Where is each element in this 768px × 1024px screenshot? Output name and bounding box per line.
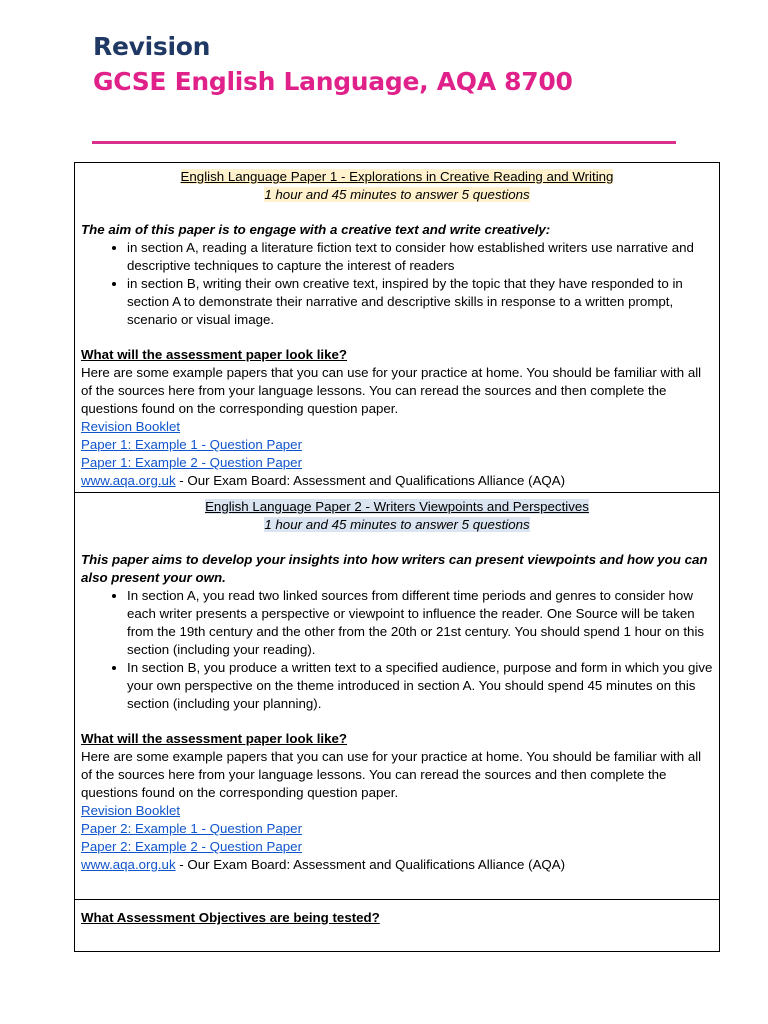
paper2-duration: 1 hour and 45 minutes to answer 5 questions	[264, 517, 530, 532]
paper1-example2-link[interactable]: Paper 1: Example 2 - Question Paper	[81, 455, 302, 470]
objectives-section	[74, 899, 720, 952]
divider-rule	[92, 141, 676, 144]
page-subtitle: GCSE English Language, AQA 8700	[93, 67, 573, 96]
paper2-heading-wrap	[81, 498, 713, 516]
paper2-question-heading: What will the assessment paper look like?	[81, 731, 348, 746]
paper2-aqa-link[interactable]: www.aqa.org.uk	[81, 857, 176, 872]
paper2-duration-wrap	[81, 516, 713, 534]
paper1-revision-booklet-link[interactable]: Revision Booklet	[81, 419, 181, 434]
objectives-heading: What Assessment Objectives are being tested?	[81, 910, 380, 925]
paper1-intro: Here are some example papers that you can use for your practice at home. You should be familiar with all of the sources here from your language lessons. You can reread the sources and then complete the questions found on the corresponding question paper.	[81, 365, 702, 416]
paper1-example1-link[interactable]: Paper 1: Example 1 - Question Paper	[81, 437, 302, 452]
list-item: • in section B, writing their own creative text, inspired by the topic that they have responded to in section A to demonstrate their narrative and descriptive skills in response to a written prompt, scenario or visual image.	[127, 275, 713, 329]
paper2-aim: This paper aims to develop your insights into how writers can present viewpoints and how you can also present your own.	[81, 552, 708, 585]
list-item: • in section A, reading a literature fiction text to consider how established writers use narrative and descriptive techniques to capture the interest of readers	[127, 239, 713, 275]
paper2-intro: Here are some example papers that you can use for your practice at home. You should be familiar with all of the sources here from your language lessons. You can reread the sources and then complete the questions found on the corresponding question paper.	[81, 749, 702, 800]
paper2-bullets	[81, 587, 713, 713]
paper1-aqa-desc: - Our Exam Board: Assessment and Qualifications Alliance (AQA)	[175, 473, 566, 488]
paper2-revision-booklet-link[interactable]: Revision Booklet	[81, 803, 181, 818]
paper2-section	[74, 492, 720, 900]
paper2-example2-link[interactable]: Paper 2: Example 2 - Question Paper	[81, 839, 302, 854]
paper2-aqa-desc: - Our Exam Board: Assessment and Qualifications Alliance (AQA)	[175, 857, 566, 872]
paper1-aqa-link[interactable]: www.aqa.org.uk	[81, 473, 176, 488]
paper1-section	[74, 162, 720, 493]
paper1-question-heading: What will the assessment paper look like?	[81, 347, 348, 362]
paper1-heading: English Language Paper 1 - Explorations in Creative Reading and Writing	[180, 169, 614, 184]
list-item: • In section B, you produce a written text to a specified audience, purpose and form in which you give your own perspective on the theme introduced in section A. You should spend 45 minutes on this section (including your planning).	[127, 659, 713, 713]
paper2-heading: English Language Paper 2 - Writers Viewpoints and Perspectives	[205, 499, 589, 514]
list-item: • In section A, you read two linked sources from different time periods and genres to consider how each writer presents a perspective or viewpoint to influence the reader. One Source will be taken from the 19th century and the other from the 20th or 21st century. You should spend 1 hour on this section (including your reading).	[127, 587, 713, 659]
paper1-bullets	[81, 239, 713, 329]
paper1-heading-wrap	[81, 168, 713, 186]
page-title: Revision	[93, 32, 211, 61]
paper2-example1-link[interactable]: Paper 2: Example 1 - Question Paper	[81, 821, 302, 836]
paper1-duration: 1 hour and 45 minutes to answer 5 questions	[264, 187, 530, 202]
paper1-duration-wrap	[81, 186, 713, 204]
paper1-aim: The aim of this paper is to engage with a creative text and write creatively:	[81, 222, 551, 237]
